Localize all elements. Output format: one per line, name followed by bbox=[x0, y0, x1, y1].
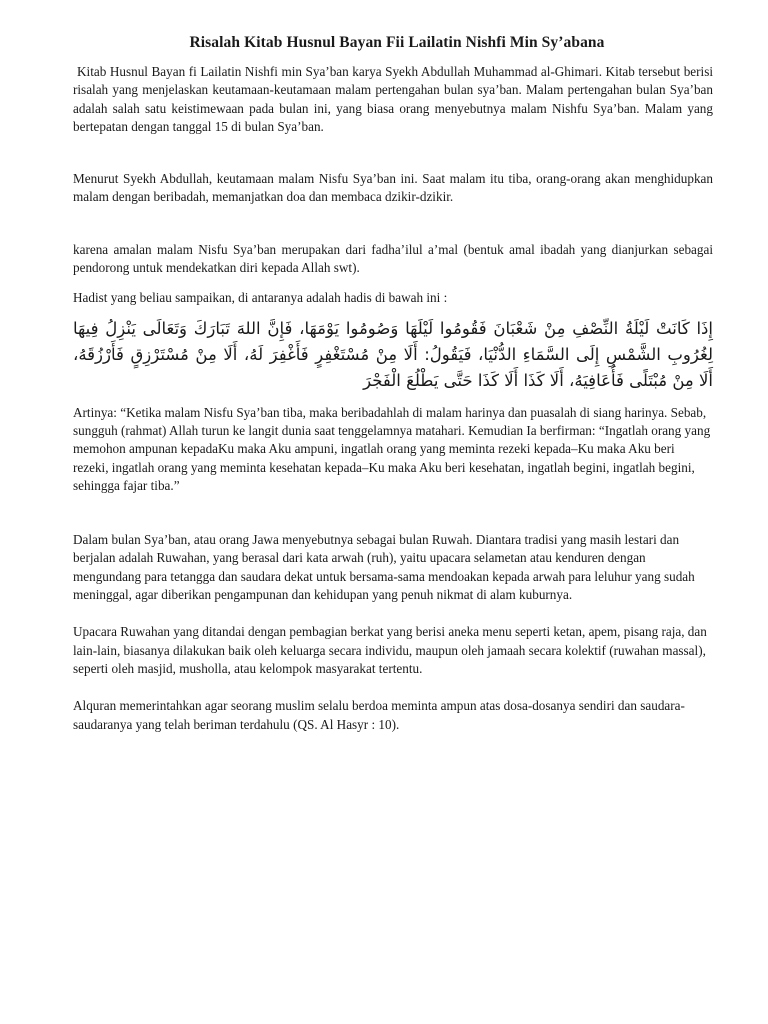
paragraph-menurut: Menurut Syekh Abdullah, keutamaan malam Nisfu Sya’ban ini. Saat malam itu tiba, orang-orang akan menghidupkan malam dengan beribadah, memanjatkan doa dan membaca dzikir-dzikir. bbox=[73, 171, 713, 205]
paragraph-ruwah: Dalam bulan Sya’ban, atau orang Jawa menyebutnya sebagai bulan Ruwah. Diantara tradisi yang masih lestari dan berjalan adalah Ruwahan, yang berasal dari kata arwah (ruh), yaitu upacara selametan atau kenduren dengan mengundang para tetangga dan saudara dekat untuk bersama-sama mendoakan kepada arwah para leluhur yang sudah meninggal, agar diberikan pengampunan dan kehidupan yang penuh nikmat di alam kuburnya. bbox=[73, 532, 695, 603]
paragraph-alquran: Alquran memerintahkan agar seorang muslim selalu berdoa meminta ampun atas dosa-dosanya sendiri dan saudara-saudaranya yang telah beriman terdahulu (QS. Al Hasyr : 10). bbox=[73, 698, 685, 732]
paragraph-karena: karena amalan malam Nisfu Sya’ban merupakan dari fadha’ilul a’mal (bentuk amal ibadah yang dianjurkan sebagai pendorong untuk mendekatkan diri kepada Allah swt). bbox=[73, 241, 713, 276]
document-title: Risalah Kitab Husnul Bayan Fii Lailatin Nishfi Min Sy’abana bbox=[189, 34, 605, 51]
paragraph-hadist-intro: Hadist yang beliau sampaikan, di antaranya adalah hadis di bawah ini : bbox=[73, 290, 448, 306]
paragraph-intro: Kitab Husnul Bayan fi Lailatin Nishfi min Sya’ban karya Syekh Abdullah Muhammad al-Ghimari. Kitab tersebut berisi risalah yang menjelaskan keutamaan-keutamaan malam pertengahan bulan sya’ban. Malam pertengahan bulan Sya’ban adalah salah satu keistimewaan pada bulan ini, yang biasa orang menyebutnya malam Nishfu Sya’ban. Malam yang bertepatan dengan tanggal 15 di bulan Sya’ban. bbox=[73, 64, 713, 134]
arabic-hadith-text: إِذَا كَانَتْ لَيْلَةُ النِّصْفِ مِنْ شَعْبَانَ فَقُومُوا لَيْلَهَا وَصُومُوا يَوْمَهَا، فَإِنَّ اللهَ تَبَارَكَ وَتَعَالَى يَنْزِلُ فِيهَا لِغُرُوبِ الشَّمْسِ إِلَى السَّمَاءِ الدُّنْيَا، فَيَقُولُ: أَلَا مِنْ مُسْتَغْفِرٍ فَأَغْفِرَ لَهُ، أَلَا مِنْ مُسْتَرْزِقٍ فَأَرْزُقَهُ، أَلَا مِنْ مُبْتَلًى فَأُعَافِيَهُ، أَلَا كَذَا أَلَا كَذَا حَتَّى يَطْلُعَ الْفَجْرَ bbox=[73, 318, 713, 390]
paragraph-upacara: Upacara Ruwahan yang ditandai dengan pembagian berkat yang berisi aneka menu seperti ketan, apem, pisang raja, dan lain-lain, biasanya dilakukan baik oleh keluarga secara individu, maupun oleh jamaah secara kolektif (ruwahan massal), seperti oleh masjid, musholla, atau kelompok masyarakat tertentu. bbox=[73, 624, 707, 676]
paragraph-artinya: Artinya: “Ketika malam Nisfu Sya’ban tiba, maka beribadahlah di malam harinya dan puasalah di siang harinya. Sebab, sungguh (rahmat) Allah turun ke langit dunia saat tenggelamnya matahari. Kemudian Ia berfirman: “Ingatlah orang yang memohon ampunan kepadaKu maka Aku ampuni, ingatlah orang yang meminta rezeki kepada–Ku maka Aku beri rezeki, ingatlah orang yang meminta kesehatan kepada–Ku maka Aku beri kesehatan, ingatlah begini, ingatlah begini, sehingga fajar tiba.” bbox=[73, 404, 711, 493]
